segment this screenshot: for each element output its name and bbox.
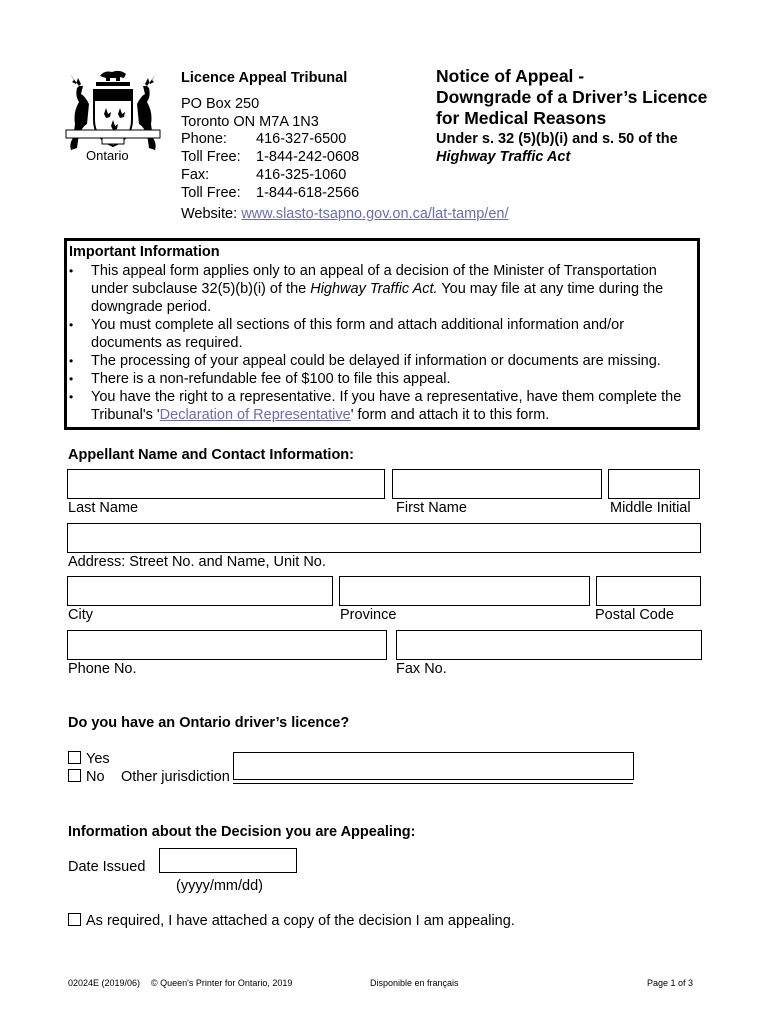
phone-label: Phone: [181, 131, 227, 147]
form-subtitle [436, 130, 678, 166]
last-name-field[interactable] [67, 469, 385, 499]
subtitle-act: Highway Traffic Act [436, 149, 571, 165]
province-field[interactable] [339, 576, 590, 606]
ontario-wordmark: Ontario [86, 148, 129, 163]
attached-decision-option[interactable] [68, 913, 515, 929]
phone-value: 416-327-6500 [256, 131, 347, 147]
important-heading: Important Information [69, 244, 220, 260]
website-link[interactable]: www.slasto-tsapno.gov.on.ca/lat-tamp/en/ [241, 206, 509, 222]
tollfree-value: 1-844-242-0608 [256, 149, 360, 165]
tollfree2-row [181, 184, 359, 202]
no-option[interactable] [68, 769, 105, 785]
date-format-hint: (yyyy/mm/dd) [176, 878, 263, 894]
form-number: 02024E (2019/06) [68, 978, 141, 988]
province-label: Province [340, 607, 397, 623]
fax-field[interactable] [396, 630, 702, 660]
tollfree-label: Toll Free: [181, 149, 241, 165]
middle-initial-label: Middle Initial [610, 500, 691, 516]
bullet-fee: • There is a non-refundable fee of $100 to file this appeal. [69, 370, 694, 388]
declaration-link[interactable]: Declaration of Representative [159, 407, 351, 423]
page-number: Page 1 of 3 [647, 978, 694, 988]
attached-decision-checkbox[interactable] [68, 913, 81, 926]
fax-row [181, 166, 346, 184]
decision-heading: Information about the Decision you are Appealing: [68, 824, 416, 840]
no-label: No [86, 769, 105, 785]
tribunal-name: Licence Appeal Tribunal [181, 70, 348, 86]
first-name-field[interactable] [392, 469, 602, 499]
city-line: Toronto ON M7A 1N3 [181, 114, 319, 130]
title-line-1: Notice of Appeal - [436, 66, 585, 86]
title-line-2: Downgrade of a Driver’s Licence [436, 87, 708, 107]
bullet-representative: • You have the right to a representative. If you have a representative, have them complete the Tribunal's 'Declaration of Representative' form and attach it to this form. [69, 388, 694, 424]
middle-initial-field[interactable] [608, 469, 700, 499]
tollfree2-value: 1-844-618-2566 [256, 185, 360, 201]
copyright: © Queen's Printer for Ontario, 2019 [151, 978, 293, 988]
licence-question: Do you have an Ontario driver’s licence? [68, 715, 350, 731]
fax-no-label: Fax No. [396, 661, 447, 677]
date-issued-field[interactable] [159, 848, 297, 873]
first-name-label: First Name [396, 500, 467, 516]
appellant-heading: Appellant Name and Contact Information: [68, 447, 354, 463]
french-availability: Disponible en français [370, 978, 459, 988]
website-row [181, 205, 509, 223]
subtitle-line-1: Under s. 32 (5)(b)(i) and s. 50 of the [436, 131, 678, 147]
phone-no-label: Phone No. [68, 661, 137, 677]
address-label: Address: Street No. and Name, Unit No. [68, 554, 326, 570]
city-field[interactable] [67, 576, 333, 606]
title-line-3: for Medical Reasons [436, 108, 607, 128]
postal-code-field[interactable] [596, 576, 701, 606]
bullet-processing: • The processing of your appeal could be delayed if information or documents are missing. [69, 352, 694, 370]
yes-option[interactable] [68, 751, 110, 767]
bullet-complete: • You must complete all sections of this form and attach additional information and/or documents as required. [69, 316, 694, 352]
phone-field[interactable] [67, 630, 387, 660]
address-field[interactable] [67, 523, 701, 553]
attached-decision-label: As required, I have attached a copy of the decision I am appealing. [86, 913, 515, 929]
date-issued-label: Date Issued [68, 859, 146, 875]
phone-row [181, 130, 346, 148]
yes-checkbox[interactable] [68, 751, 81, 764]
po-box: PO Box 250 [181, 96, 260, 112]
other-jurisdiction-label: Other jurisdiction [121, 769, 230, 785]
other-jurisdiction-underline [233, 783, 633, 784]
bullet-scope: • This appeal form applies only to an appeal of a decision of the Minister of Transportation under subclause 32(5)(b)(i) of the Highway Traffic Act. You may file at any time during the downgrade period. [69, 262, 694, 316]
fax-value: 416-325-1060 [256, 167, 347, 183]
no-checkbox[interactable] [68, 769, 81, 782]
yes-label: Yes [86, 751, 110, 767]
postal-code-label: Postal Code [595, 607, 674, 623]
form-title [436, 66, 707, 129]
website-label: Website: [181, 206, 238, 222]
tollfree2-label: Toll Free: [181, 185, 241, 201]
city-label: City [68, 607, 93, 623]
last-name-label: Last Name [68, 500, 139, 516]
fax-label: Fax: [181, 167, 210, 183]
important-bullets [69, 262, 694, 424]
tollfree-row [181, 148, 359, 166]
other-jurisdiction-field[interactable] [233, 752, 634, 780]
